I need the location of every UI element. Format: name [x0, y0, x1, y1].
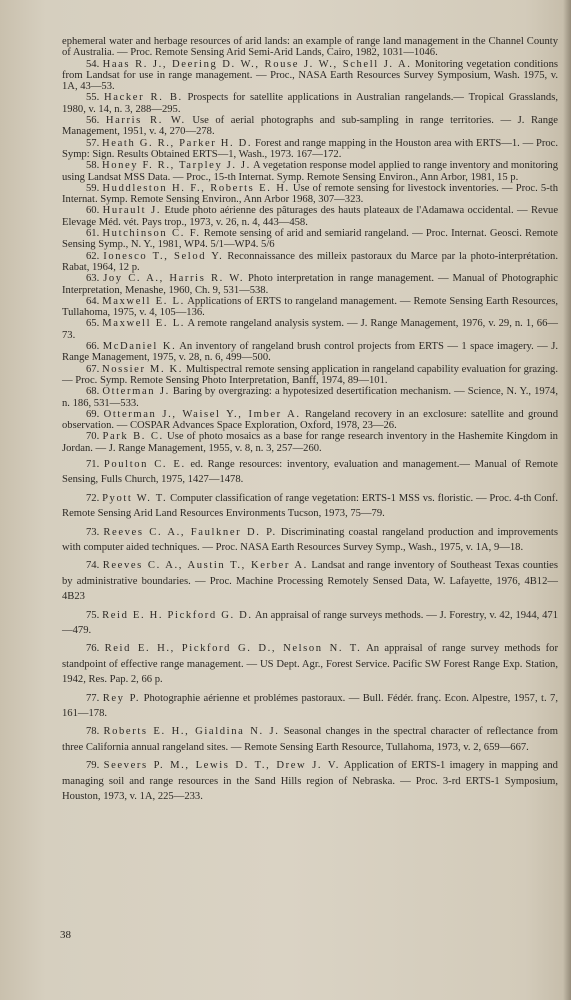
entry-number: 66.: [86, 341, 100, 353]
entry-author: Nossier M. K.: [102, 363, 184, 375]
entry-text: Discriminating coastal rangeland production and improvements with computer aided techniques. — Proc. NASA Earth Resources Survey Symp., Wash., 1975, v. 1A, 9—18.: [62, 526, 558, 554]
bibliography-entry: [62, 758, 558, 804]
bibliography-entry: [62, 138, 558, 161]
bibliography-entry: [62, 228, 558, 251]
entry-author: Haas R. J., Deering D. W., Rouse J. W., Schell J. A.: [102, 58, 412, 70]
bibliography-entry: [62, 160, 558, 183]
entry-text: Remote sensing of arid and semiarid rangeland. — Proc. Internat. Geosci. Remote Sensing Symp., N. Y., 1981, WP4. 5/1—WP4. 5/6: [62, 228, 558, 251]
entry-author: Hurault J.: [102, 205, 162, 217]
entry-text: Rangeland recovery in an exclosure: satellite and ground observation. — COSPAR Advances Space Exploration, Oxford, 1978, 23—26.: [62, 408, 559, 432]
entry-author: Joy C. A., Harris R. W.: [103, 273, 245, 285]
entry-author: Reeves C. A., Austin T., Kerber A.: [102, 560, 308, 572]
entry-author: Poulton C. E.: [103, 458, 186, 470]
entry-author: Reeves C. A., Faulkner D. P.: [103, 526, 277, 538]
bibliography-entry: [62, 273, 558, 296]
entry-text: ed. Range resources: inventory, evaluation and management.— Manual of Remote Sensing, Fulls Church, 1975, 1427—1478.: [62, 458, 558, 486]
bibliography-list: [62, 36, 558, 805]
entry-number: 79.: [86, 760, 100, 772]
entry-text: Use of remote sensing for livestock inventories. — Proc. 5-th Internat. Symp. Remote Sensing Environ., Ann Arbor 1968, 307—323.: [62, 182, 558, 206]
entry-number: 68.: [86, 386, 100, 398]
entry-text: Application of ERTS-1 imagery in mapping and managing soil and range resources in the Sand Hills region of Nebraska. — Proc. 3-rd ERTS-1 Symposium, Houston, 1973, v. 1A, 225—233.: [62, 760, 558, 803]
entry-author: Harris R. W.: [105, 115, 186, 127]
entry-text: Baring by overgrazing: a hypotesized desertification mechanism. — Science, N. Y., 1974, n. 186, 531—533.: [62, 386, 558, 409]
bibliography-entry: [62, 491, 558, 522]
entry-author: Maxwell E. L.: [102, 318, 186, 330]
bibliography-entry: [62, 115, 558, 138]
entry-text: An appraisal of range survey methods for standpoint of effective range management. — US Dept. Agr., Forest Service. Pacific SW Forest Range Exp. Station, 1942, Res. Pap. 2, 66 p.: [62, 643, 558, 686]
bibliography-entry: [62, 183, 558, 206]
bibliography-entry: [62, 525, 558, 556]
entry-number: 69.: [86, 408, 100, 420]
entry-text: Landsat and range inventory of Southeast Texas counties by administrative boundaries. — Proc. Machine Processing Remotely Sensed Data, W. Lafayette, 1976, 4B12—4B23: [62, 560, 559, 603]
bibliography-entry: [62, 431, 558, 454]
entry-number: 61.: [86, 228, 100, 240]
entry-number: 63.: [86, 273, 100, 285]
bibliography-entry: [62, 641, 558, 687]
bibliography-entry: [62, 364, 558, 387]
entry-author: Heath G. R., Parker H. D.: [102, 137, 253, 149]
entry-number: 77.: [86, 692, 100, 704]
entry-text: Forest and range mapping in the Houston area with ERTS—1. — Proc. Symp: Sign. Results Obtained ERTS—1, Wash., 1973. 167—172.: [62, 137, 559, 160]
bibliography-entry: [62, 92, 558, 115]
entry-number: 56.: [86, 115, 100, 127]
entry-number: 78.: [86, 726, 100, 738]
entry-text: Prospects for satellite applications in Australian rangelands.— Tropical Grasslands, 1980, v. 14, n. 3, 288—295.: [62, 92, 558, 115]
entry-number: 62.: [86, 250, 100, 262]
entry-text: Reconnaissance des milleix pastoraux du Marce par la photo-interprétation. Rabat, 1964, 12 p.: [62, 250, 558, 273]
entry-author: McDaniel K.: [102, 341, 177, 353]
entry-text: A remote rangeland analysis system. — J. Range Management, 1976, v. 29, n. 1, 66—73.: [62, 318, 558, 341]
entry-author: Hutchinson C. F.: [102, 228, 201, 240]
entry-text: Use of aerial photographs and sub-sampling in range territories. — J. Range Management, 1951, v. 4, 270—278.: [62, 115, 559, 138]
entry-author: Ionesco T., Selod Y.: [103, 250, 224, 262]
entry-text: Etude photo aérienne des pâturages des hauts plateaux de l'Adamawa occidental. — Revue Elevage Méd. vét. Pays trop., 1973, v. 26, n. 4, 443—458.: [62, 205, 559, 228]
entry-text: Computer classification of range vegetation: ERTS-1 MSS vs. floristic. — Proc. 4-th Conf. Remote Sensing Arid Land Resources Environments Tucson, 1973, 75—79.: [62, 492, 558, 520]
entry-author: Reid E. H. Pickford G. D.: [102, 609, 253, 621]
entry-author: Rey P.: [102, 692, 141, 704]
entry-number: 76.: [86, 643, 100, 655]
entry-number: 55.: [86, 92, 100, 104]
entry-author: Honey F. R., Tarpley J. J.: [101, 160, 251, 172]
bibliography-entry: [62, 341, 558, 364]
page-number: 38: [60, 929, 71, 941]
entry-number: 75.: [86, 609, 100, 621]
entry-author: Roberts E. H., Gialdina N. J.: [103, 726, 280, 738]
entry-number: 70.: [86, 431, 100, 443]
entry-author: Reid E. H., Pickford G. D., Nelson N. T.: [104, 643, 362, 655]
bibliography-entry: [62, 296, 558, 319]
entry-number: 59.: [86, 182, 100, 194]
entry-text: Multispectral remote sensing application in rangeland capability evaluation for grazing. — Proc. Symp. Remote Sensing Photo Interpretation, Banff, 1974, 89—101.: [62, 363, 559, 386]
bibliography-entry: [62, 409, 558, 432]
entry-author: Otterman J.: [102, 386, 170, 398]
bibliography-entry: [62, 724, 558, 755]
entry-number: 60.: [86, 205, 100, 217]
entry-number: 54.: [86, 58, 100, 70]
entry-number: 73.: [86, 526, 100, 538]
entry-text: Use of photo mosaics as a base for range research inventory in the Hashemite Kingdom in Jordan. — J. Range Management, 1955, v. 8, n. 3, 257—260.: [62, 431, 558, 454]
bibliography-entry: [62, 205, 558, 228]
entry-text: An inventory of rangeland brush control projects from ERTS — 1 space imagery. — J. Range Management, 1975, v. 28, n. 6, 499—500.: [62, 341, 558, 364]
bibliography-entry: [62, 251, 558, 274]
entry-text: Photographie aérienne et problémes pastoraux. — Bull. Fédér. franç. Econ. Alpestre, 1957, t. 7, 161—178.: [62, 692, 558, 720]
page-binding-shadow: [563, 0, 571, 1000]
bibliography-entry: [62, 36, 558, 59]
entry-author: Maxwell E. L.: [102, 295, 185, 307]
bibliography-entry: [62, 558, 558, 604]
entry-number: 67.: [86, 363, 100, 375]
bibliography-entry: [62, 608, 558, 639]
bibliography-entry: [62, 386, 558, 409]
bibliography-entry: [62, 457, 558, 488]
entry-author: Huddleston H. F., Roberts E. H.: [102, 182, 290, 194]
entry-number: 57.: [86, 137, 100, 149]
entry-text: Seasonal changes in the spectral character of reflectance from three California annual rangeland sites. — Remote Sensing Earth Resource, Tullahoma, 1973, v. 2, 659—667.: [62, 726, 558, 753]
bibliography-entry: [62, 691, 558, 722]
entry-text: A vegetation response model applied to range inventory and monitoring using Landsat MSS Data. — Proc., 15-th Internat. Symp. Remote Sensing Environ., Ann Arbor, 1981, 15 p.: [62, 160, 558, 183]
entry-text: Photo interpretation in range management. — Manual of Photographic Interpretation, Menashe, 1960, Ch. 9, 531—538.: [62, 273, 559, 296]
entry-number: 71.: [86, 458, 100, 470]
entry-text: ephemeral water and herbage resources of arid lands: an example of range land management in the Channel County of Australia. — Proc. Remote Sensing Arid Semi-Arid Lands, Cairo, 1982, 1031—1046.: [62, 36, 558, 59]
bibliography-entry: [62, 59, 558, 93]
entry-author: Pyott W. T.: [102, 492, 168, 504]
entry-author: Park B. C.: [102, 431, 164, 443]
bibliography-entry: [62, 318, 558, 341]
entry-text: An appraisal of range surveys methods. — J. Forestry, v. 42, 1944, 471—479.: [62, 609, 558, 637]
entry-text: Applications of ERTS to rangeland management. — Remote Sensing Earth Resources, Tullahoma, 1975, v. 4, 105—136.: [62, 295, 558, 319]
entry-number: 64.: [86, 295, 100, 307]
entry-text: Monitoring vegetation conditions from Landsat for use in range management. — Proc., NASA Earth Resources Survey Symposium, Wash. 1975, v. 1A, 43—53.: [62, 58, 559, 93]
entry-number: 74.: [86, 560, 100, 572]
entry-author: Otterman J., Waisel Y., Imber A.: [103, 408, 301, 420]
entry-number: 65.: [86, 318, 100, 330]
entry-author: Seevers P. M., Lewis D. T., Drew J. V.: [103, 760, 341, 772]
entry-number: 72.: [86, 492, 100, 504]
entry-author: Hacker R. B.: [104, 92, 183, 104]
entry-number: 58.: [86, 160, 100, 172]
